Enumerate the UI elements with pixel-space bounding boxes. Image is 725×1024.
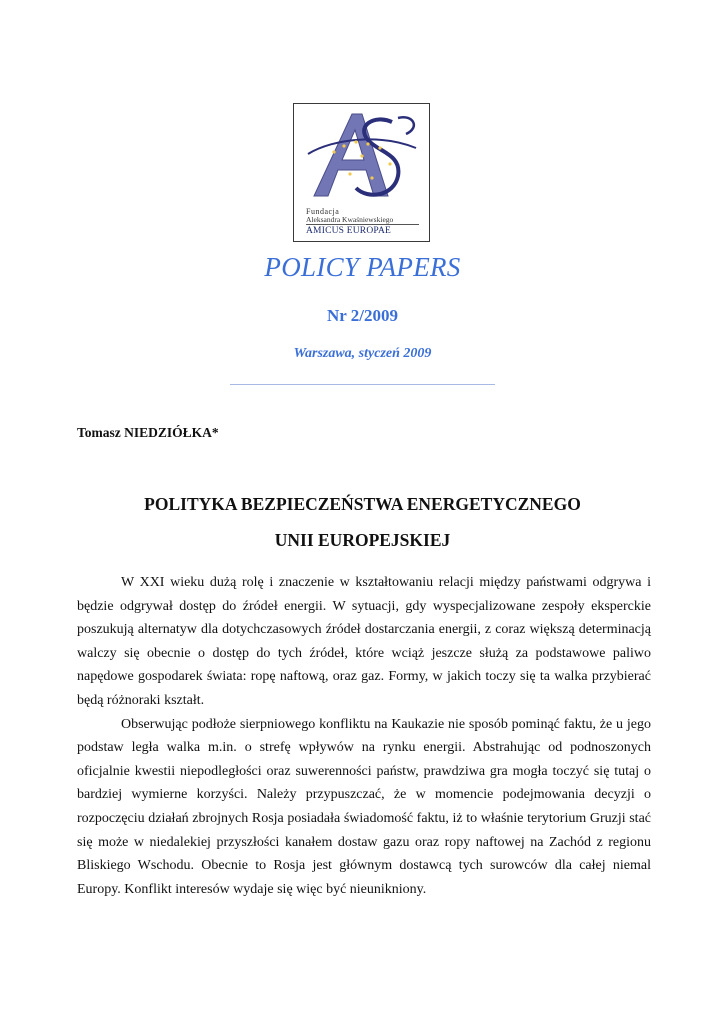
monogram-emblem-icon — [294, 104, 431, 204]
article-body — [77, 571, 651, 901]
author-name: Tomasz NIEDZIÓŁKA* — [77, 425, 219, 440]
paragraph: Obserwując podłoże sierpniowego konfliktu na Kaukazie nie sposób pominąć faktu, że u jego podstaw legła walka m.in. o strefę wpływów na rynku energii. Abstrahując od podnoszonych oficjalnie kwestii niepodległości oraz suwerenności państw, prawdziwa gra mogła toczyć się tutaj o bardziej wymierne korzyści. Należy przypuszczać, że w momencie podejmowania decyzji o rozpoczęciu działań zbrojnych Rosja posiadała świadomość faktu, iż to właśnie terytorium Gruzji stać się może w niedalekiej przyszłości kanałem dostaw gazu oraz ropy naftowej na Zachód z regionu Bliskiego Wschodu. Obecnie to Rosja jest głównym dostawcą tych surowców dla całej niemal Europy. Konflikt interesów wydaje się więc być nieunikniony. — [77, 716, 651, 897]
foundation-logo — [293, 103, 430, 242]
logo-line-fundacja: Fundacja — [306, 207, 340, 216]
document-title: POLICY PAPERS — [264, 252, 461, 282]
issue-number: Nr 2/2009 — [327, 306, 398, 325]
header-divider — [230, 384, 495, 385]
logo-line-founder: Aleksandra Kwaśniewskiego — [306, 215, 394, 224]
paragraph: W XXI wieku dużą rolę i znaczenie w kształtowaniu relacji między państwami odgrywa i będzie odgrywał dostęp do źródeł energii. W sytuacji, gdy wyspecjalizowane zespoły eksperckie poszukują alternatyw dla dotychczasowych źródeł dostarczania energii, z coraz większą determinacją walczy się obecnie o dostęp do tych źródeł, które wciąż jeszcze służą za podstawowe paliwo napędowe gospodarek świata: ropę naftową, oraz gaz. Formy, w jakich toczy się ta walka przybierać będą różnoraki kształt. — [77, 575, 651, 708]
logo-line-amicus: AMICUS EUROPAE — [306, 226, 392, 236]
article-heading-line-2: UNII EUROPEJSKIEJ — [274, 530, 451, 550]
article-heading-line-1: POLITYKA BEZPIECZEŃSTWA ENERGETYCZNEGO — [144, 494, 581, 514]
place-date: Warszawa, styczeń 2009 — [293, 346, 432, 361]
logo-divider — [306, 224, 419, 225]
